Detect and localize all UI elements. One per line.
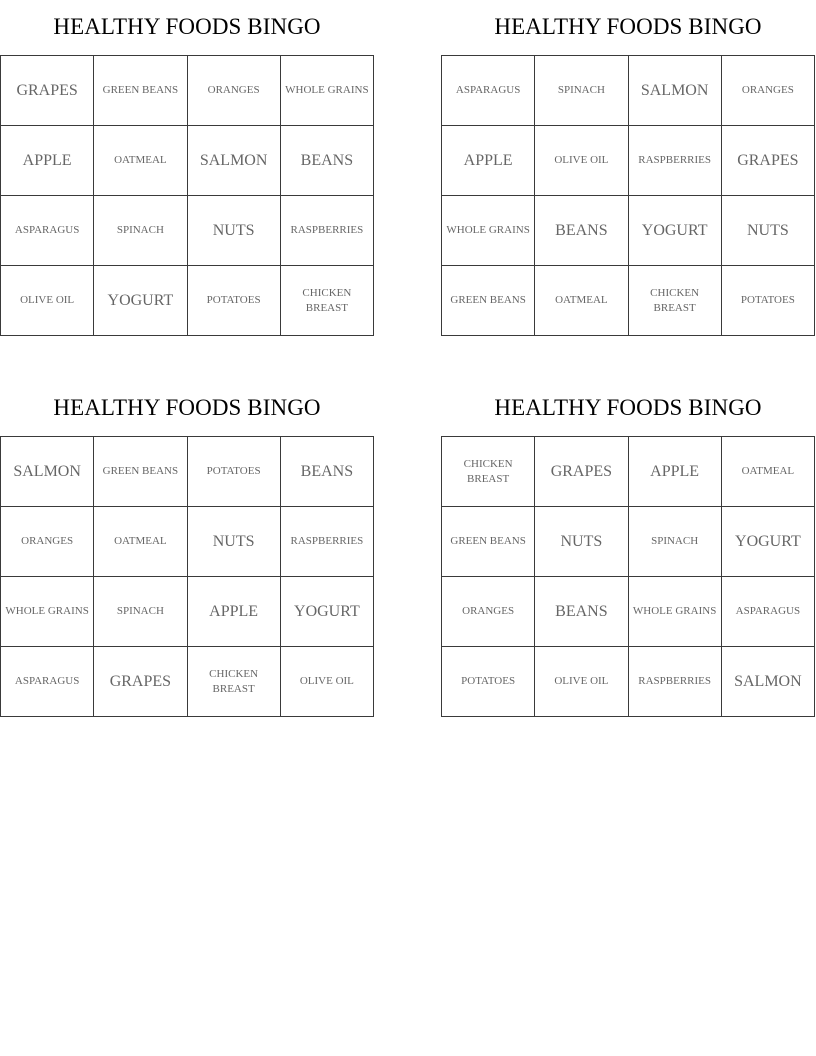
bingo-cell: CHICKEN BREAST: [442, 437, 535, 507]
bingo-cell: GREEN BEANS: [94, 437, 187, 507]
bingo-cell: GREEN BEANS: [442, 266, 535, 336]
bingo-cell: GREEN BEANS: [94, 56, 187, 126]
bingo-cell: APPLE: [1, 126, 94, 196]
bingo-cell: OATMEAL: [722, 437, 815, 507]
bingo-cell: POTATOES: [188, 266, 281, 336]
bingo-cell: SALMON: [722, 647, 815, 717]
bingo-cell: NUTS: [188, 507, 281, 577]
bingo-cell: APPLE: [442, 126, 535, 196]
card-title: HEALTHY FOODS BINGO: [494, 395, 762, 420]
bingo-cell: RASPBERRIES: [629, 126, 722, 196]
bingo-cell: WHOLE GRAINS: [629, 577, 722, 647]
bingo-cell: BEANS: [535, 577, 628, 647]
bingo-cell: OLIVE OIL: [1, 266, 94, 336]
bingo-cell: POTATOES: [722, 266, 815, 336]
bingo-cell: ORANGES: [442, 577, 535, 647]
bingo-cell: ORANGES: [188, 56, 281, 126]
bingo-cell: RASPBERRIES: [629, 647, 722, 717]
bingo-cell: GRAPES: [94, 647, 187, 717]
bingo-cell: WHOLE GRAINS: [1, 577, 94, 647]
bingo-cell: OLIVE OIL: [535, 647, 628, 717]
bingo-card-3: [0, 381, 374, 717]
bingo-cell: NUTS: [722, 196, 815, 266]
bingo-cell: YOGURT: [722, 507, 815, 577]
bingo-cell: SPINACH: [94, 196, 187, 266]
bingo-cell: RASPBERRIES: [281, 196, 374, 266]
bingo-cell: YOGURT: [94, 266, 187, 336]
bingo-cell: ASPARAGUS: [442, 56, 535, 126]
bingo-card-2: [441, 0, 815, 336]
bingo-cell: SPINACH: [535, 56, 628, 126]
bingo-cell: SALMON: [188, 126, 281, 196]
bingo-cell: ASPARAGUS: [1, 196, 94, 266]
bingo-cell: GRAPES: [1, 56, 94, 126]
bingo-cell: ORANGES: [1, 507, 94, 577]
bingo-cell: GRAPES: [535, 437, 628, 507]
bingo-cell: OLIVE OIL: [281, 647, 374, 717]
bingo-cell: SPINACH: [94, 577, 187, 647]
bingo-cell: APPLE: [629, 437, 722, 507]
bingo-cell: NUTS: [535, 507, 628, 577]
bingo-cell: YOGURT: [281, 577, 374, 647]
bingo-cell: ORANGES: [722, 56, 815, 126]
bingo-grid: [0, 55, 374, 336]
bingo-cell: ASPARAGUS: [722, 577, 815, 647]
card-title: HEALTHY FOODS BINGO: [494, 14, 762, 39]
bingo-cell: SALMON: [1, 437, 94, 507]
bingo-cell: GREEN BEANS: [442, 507, 535, 577]
bingo-cell: BEANS: [535, 196, 628, 266]
bingo-card-4: [441, 381, 815, 717]
bingo-cell: CHICKEN BREAST: [281, 266, 374, 336]
bingo-cell: SALMON: [629, 56, 722, 126]
bingo-cell: CHICKEN BREAST: [188, 647, 281, 717]
bingo-cell: GRAPES: [722, 126, 815, 196]
bingo-cell: OATMEAL: [535, 266, 628, 336]
bingo-cell: BEANS: [281, 126, 374, 196]
bingo-cell: APPLE: [188, 577, 281, 647]
bingo-cell: RASPBERRIES: [281, 507, 374, 577]
bingo-cell: POTATOES: [442, 647, 535, 717]
bingo-card-1: [0, 0, 374, 336]
bingo-cell: SPINACH: [629, 507, 722, 577]
bingo-grid: [441, 55, 815, 336]
bingo-cell: ASPARAGUS: [1, 647, 94, 717]
bingo-cell: OATMEAL: [94, 507, 187, 577]
bingo-cell: WHOLE GRAINS: [442, 196, 535, 266]
bingo-cell: OATMEAL: [94, 126, 187, 196]
bingo-cell: POTATOES: [188, 437, 281, 507]
card-title: HEALTHY FOODS BINGO: [53, 14, 321, 39]
bingo-cell: WHOLE GRAINS: [281, 56, 374, 126]
bingo-cell: BEANS: [281, 437, 374, 507]
bingo-cell: CHICKEN BREAST: [629, 266, 722, 336]
bingo-cell: NUTS: [188, 196, 281, 266]
bingo-cell: YOGURT: [629, 196, 722, 266]
bingo-grid: [0, 436, 374, 717]
card-title: HEALTHY FOODS BINGO: [53, 395, 321, 420]
bingo-cell: OLIVE OIL: [535, 126, 628, 196]
bingo-grid: [441, 436, 815, 717]
